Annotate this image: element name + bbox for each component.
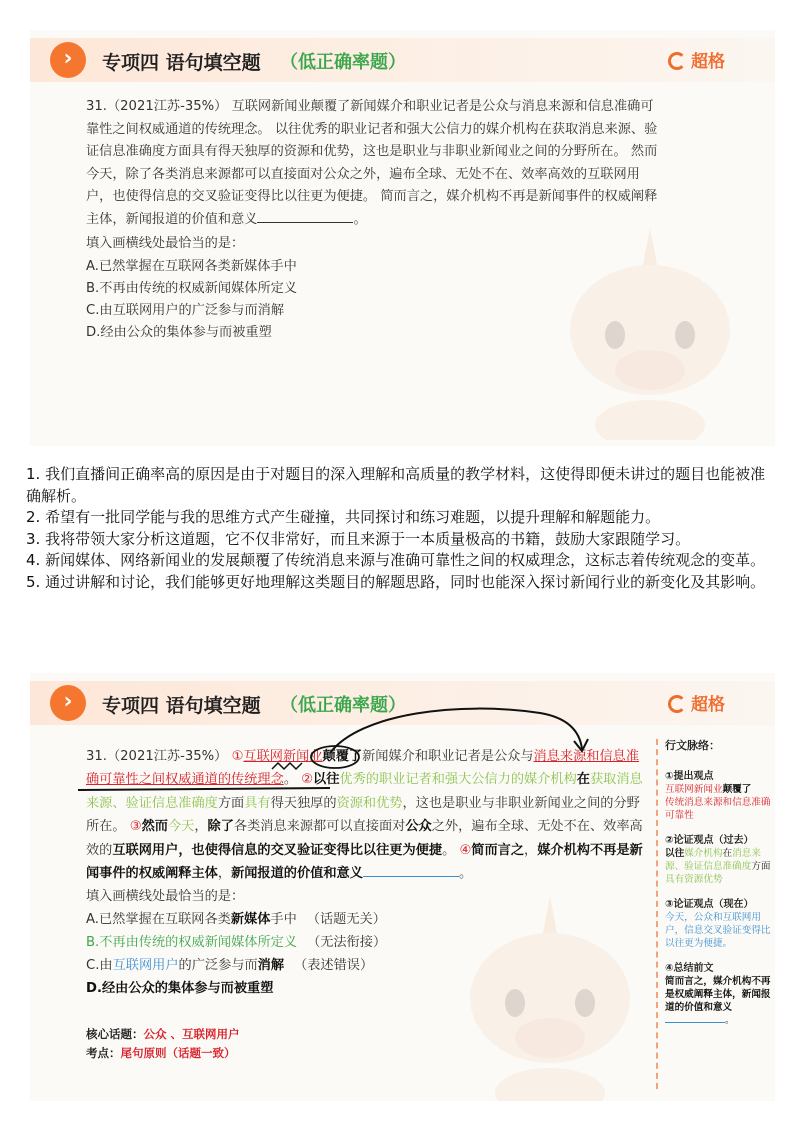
outline-sidebar (656, 739, 772, 1089)
summary-point: 1. 我们直播间正确率高的原因是由于对题目的深入理解和高质量的教学材料，这使得即便未讲过的题目也能被准确解析。 (26, 465, 766, 505)
option-d-annotated[interactable]: D.经由公众的集体参与而被重塑 (86, 981, 274, 996)
question-slide-1 (30, 30, 775, 446)
annotated-question-text: 31.（2021江苏-35%） ①互联网新闻业颠覆了新闻媒介和职业记者是公众与消息来源和信息准确可靠性之间权威通道的传统理念。 ②以往优秀的职业记者和强大公信力的媒介机构在获取消息来源、验证信息准确度方面具有得天独厚的资源和优势，这也是职业与非职业新闻业之间的分野所在。 ③然而今天，除了各类消息来源都可以直接面对公众之外，遍布全球、无处不在、效率高效的互联网用户，也使得信息的交叉验证变得比以往更为便捷。 ④简而言之，媒介机构不再是新闻事件的权威阐释主体，新闻报道的价值和意义 。 (86, 749, 643, 882)
summary-point: 4. 新闻媒体、网络新闻业的发展颠覆了传统消息来源与准确可靠性之间的权威理念，这标志着传统观念的变革。 (26, 551, 766, 569)
option-c[interactable]: C.由互联网用户的广泛参与而消解 (86, 303, 285, 318)
unicorn-mascot-icon (555, 220, 745, 440)
outline-item-1: ①提出观点 互联网新闻业颠覆了 传统消息来源和信息准确可靠性 (665, 771, 771, 821)
outline-item-3: ③论证观点（现在） 今天，公众和互联网用户，信息交叉验证变得比以往更为便捷。 (665, 899, 771, 949)
summary-point: 2. 希望有一批同学能与我的思维方式产生碰撞，共同探讨和练习难题，以提升理解和解题能力。 (26, 508, 661, 526)
brand-icon (668, 52, 686, 70)
option-a-annotated[interactable]: A.已然掌握在互联网各类新媒体手中 （话题无关） (86, 912, 386, 927)
slide-header (30, 38, 775, 82)
summary-point: 5. 通过讲解和讨论，我们能够更好地理解这类题目的解题思路，同时也能深入探讨新闻行业的新变化及其影响。 (26, 572, 766, 591)
option-c-annotated[interactable]: C.由互联网用户的广泛参与而消解 （表述错误） (86, 958, 374, 973)
slide-title: 专项四 语句填空题 (102, 52, 261, 74)
outline-blank (665, 1014, 725, 1023)
slide-subtitle: （低正确率题） (280, 695, 406, 716)
outline-item-2: ②论证观点（过去） 以往媒介机构在消息来源、验证信息准确度方面具有资源优势 (665, 835, 771, 885)
option-b-annotated[interactable]: B.不再由传统的权威新闻媒体所定义 （无法衔接） (86, 935, 387, 950)
brand-icon (668, 695, 686, 713)
option-a[interactable]: A.已然掌握在互联网各类新媒体手中 (86, 259, 297, 274)
question-slide-2 (30, 673, 775, 1101)
arrow-icon: › (50, 42, 86, 78)
summary-point: 3. 我将带领大家分析这道题，它不仅非常好，而且来源于一本质量极高的书籍，鼓励大家跟随学习。 (26, 529, 691, 548)
core-topic: 核心话题：公众 、互联网用户 (86, 1027, 240, 1041)
slide-title: 专项四 语句填空题 (102, 695, 261, 717)
option-b[interactable]: B.不再由传统的权威新闻媒体所定义 (86, 281, 298, 296)
question-body: 互联网新闻业颠覆了新闻媒介和职业记者是公众与消息来源和信息准确可靠性之间权威通道的传统理念。 以往优秀的职业记者和强大公信力的媒介机构在获取消息来源、验证信息准确度方面具有得天独厚的资源和优势，这也是职业与非职业新闻业之间的分野所在。 然而今天，除了各类消息来源都可以直接面对公众之外，遍布全球、无处不在、效率高效的互联网用户，也使得信息的交叉验证变得比以往更为便捷。 简而言之，媒介机构不再是新闻事件的权威阐释主体，新闻报道的价值和意义 (86, 99, 658, 227)
option-d[interactable]: D.经由公众的集体参与而被重塑 (86, 325, 272, 340)
brand-logo (668, 690, 725, 715)
slide-header (30, 681, 775, 725)
brand-name: 超格 (691, 52, 725, 72)
answer-blank[interactable] (257, 209, 353, 223)
answer-blank[interactable] (363, 863, 459, 877)
slide-subtitle: （低正确率题） (280, 52, 406, 73)
question-text: 31.（2021江苏-35%） 互联网新闻业颠覆了新闻媒介和职业记者是公众与消息来源和信息准确可靠性之间权威通道的传统理念。 以往优秀的职业记者和强大公信力的媒介机构在获取消息来源、验证信息准确度方面具有得天独厚的资源和优势，这也是职业与非职业新闻业之间的分野所在。 然而今天，除了各类消息来源都可以直接面对公众之外，遍布全球、无处不在、效率高效的互联网用户，也使得信息的交叉验证变得比以往更为便捷。 简而言之，媒介机构不再是新闻事件的权威阐释主体，新闻报道的价值和意义 。 (86, 99, 658, 227)
exam-point: 考点：尾句原则（话题一致） (86, 1046, 236, 1060)
question-prompt: 填入画横线处最恰当的是： (86, 889, 245, 904)
question-number: 31.（2021江苏-35%） (86, 749, 228, 764)
outline-item-4: ④总结前文 简而言之，媒介机构不再是权威阐释主体，新闻报道的价值和意义。 (665, 963, 771, 1026)
brand-name: 超格 (691, 695, 725, 715)
question-number: 31.（2021江苏-35%） (86, 99, 228, 114)
question-prompt: 填入画横线处最恰当的是： (86, 236, 245, 251)
outline-title: 行文脉络： (665, 739, 720, 752)
brand-logo (668, 47, 725, 72)
arrow-icon: › (50, 685, 86, 721)
unicorn-mascot-icon (455, 888, 645, 1101)
summary-points (26, 464, 766, 593)
